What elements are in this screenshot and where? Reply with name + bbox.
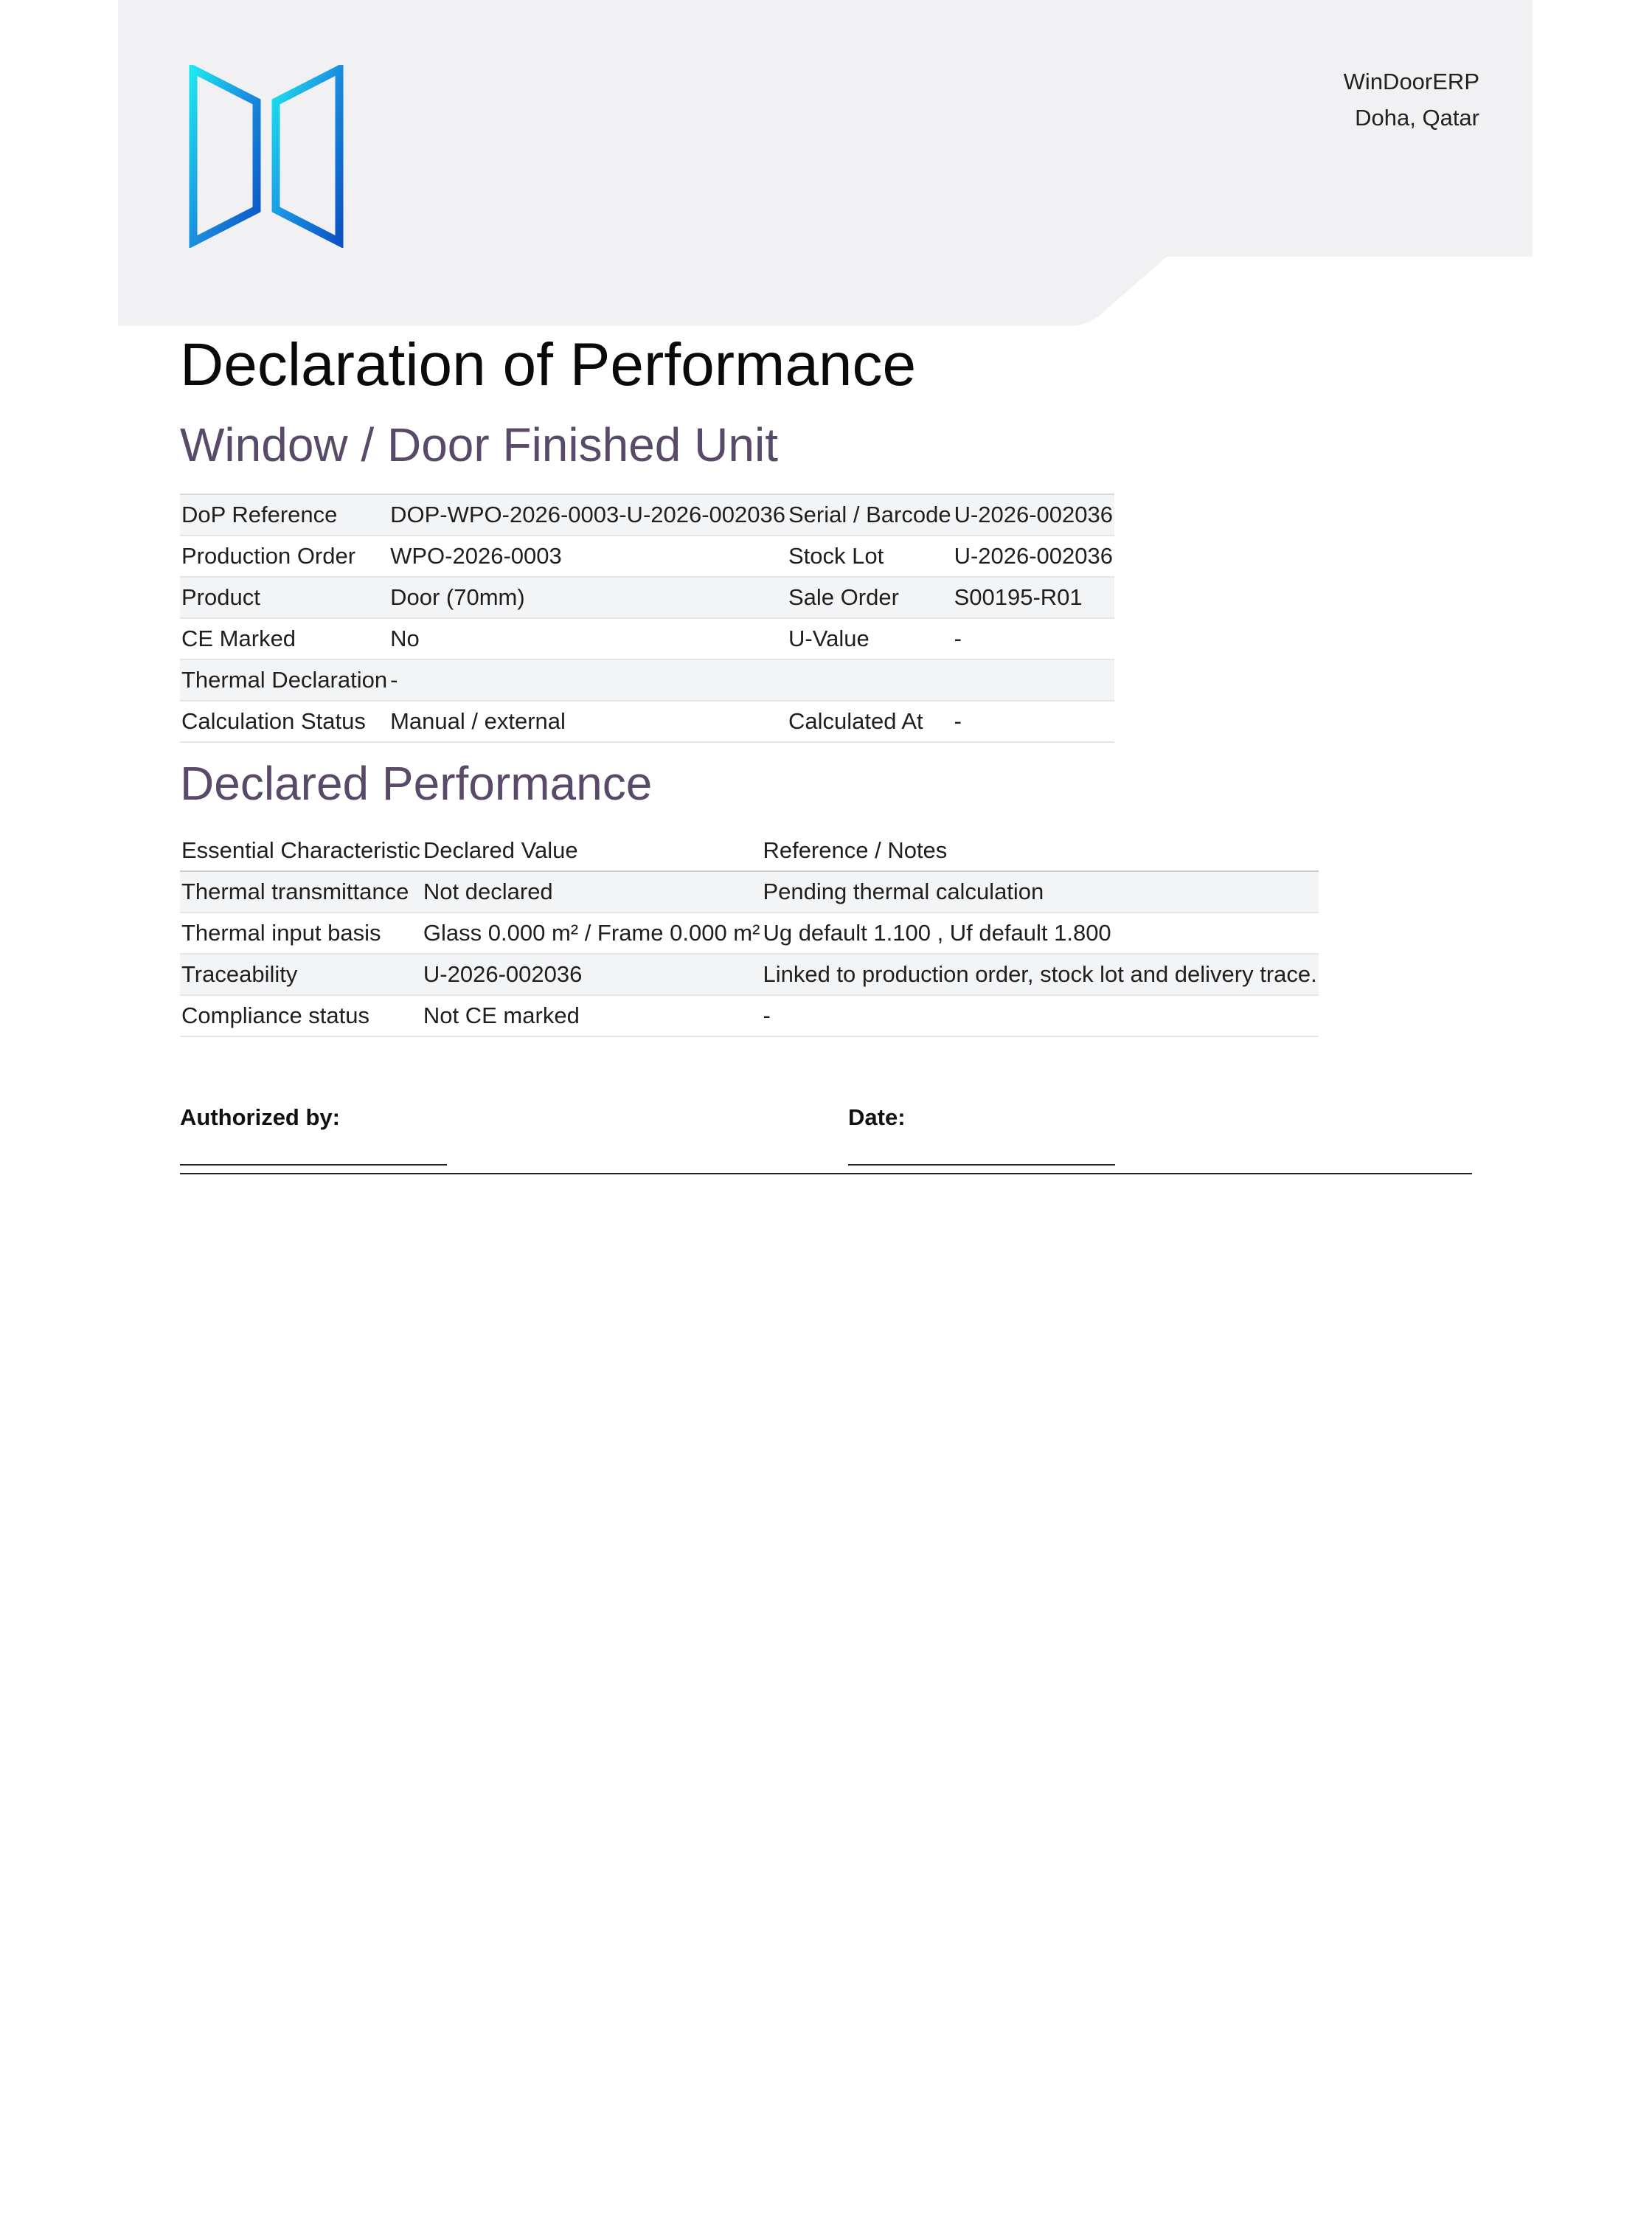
table-row	[180, 954, 1319, 995]
column-header-declared-value: Declared Value	[422, 831, 762, 871]
product-value: Door (70mm)	[389, 577, 787, 618]
table-row	[180, 577, 1114, 618]
calculation-status-label: Calculation Status	[180, 701, 389, 742]
footer-divider	[180, 1173, 1472, 1174]
table-row	[180, 701, 1114, 742]
table-row	[180, 995, 1319, 1036]
empty-label	[787, 659, 953, 701]
table-row	[180, 494, 1114, 536]
table-header-row	[180, 831, 1319, 871]
reference-notes-cell: Linked to production order, stock lot and delivery trace.	[761, 954, 1318, 995]
calculated-at-label: Calculated At	[787, 701, 953, 742]
company-block	[1344, 63, 1479, 136]
product-label: Product	[180, 577, 389, 618]
thermal-declaration-label: Thermal Declaration	[180, 659, 389, 701]
declared-value-cell: U-2026-002036	[422, 954, 762, 995]
table-row	[180, 536, 1114, 577]
serial-barcode-label: Serial / Barcode	[787, 494, 953, 536]
declared-value-cell: Not declared	[422, 871, 762, 912]
characteristic-cell: Thermal input basis	[180, 912, 422, 954]
production-order-label: Production Order	[180, 536, 389, 577]
sale-order-value: S00195-R01	[953, 577, 1114, 618]
characteristic-cell: Thermal transmittance	[180, 871, 422, 912]
empty-value	[953, 659, 1114, 701]
unit-heading: Window / Door Finished Unit	[180, 418, 778, 471]
ce-marked-label: CE Marked	[180, 618, 389, 659]
dop-reference-value: DOP-WPO-2026-0003-U-2026-002036	[389, 494, 787, 536]
characteristic-cell: Compliance status	[180, 995, 422, 1036]
serial-barcode-value: U-2026-002036	[953, 494, 1114, 536]
ce-marked-value: No	[389, 618, 787, 659]
stock-lot-value: U-2026-002036	[953, 536, 1114, 577]
u-value-value: -	[953, 618, 1114, 659]
performance-table	[180, 831, 1319, 1037]
calculation-status-value: Manual / external	[389, 701, 787, 742]
date-signature-line	[848, 1164, 1115, 1166]
thermal-declaration-value: -	[389, 659, 787, 701]
declared-value-cell: Not CE marked	[422, 995, 762, 1036]
document-title: Declaration of Performance	[180, 331, 917, 398]
column-header-reference-notes: Reference / Notes	[761, 831, 1318, 871]
reference-notes-cell: Ug default 1.100 , Uf default 1.800	[761, 912, 1318, 954]
company-name: WinDoorERP	[1343, 69, 1479, 94]
unit-info-table	[180, 493, 1114, 743]
date-label: Date:	[848, 1104, 906, 1130]
declared-value-cell: Glass 0.000 m² / Frame 0.000 m²	[422, 912, 762, 954]
authorized-signature-line	[180, 1164, 447, 1166]
table-row	[180, 618, 1114, 659]
reference-notes-cell: -	[761, 995, 1318, 1036]
u-value-label: U-Value	[787, 618, 953, 659]
sale-order-label: Sale Order	[787, 577, 953, 618]
characteristic-cell: Traceability	[180, 954, 422, 995]
performance-heading: Declared Performance	[180, 757, 653, 810]
authorized-by-label: Authorized by:	[180, 1104, 340, 1130]
reference-notes-cell: Pending thermal calculation	[761, 871, 1318, 912]
table-row	[180, 871, 1319, 912]
column-header-characteristic: Essential Characteristic	[180, 831, 422, 871]
table-row	[180, 912, 1319, 954]
calculated-at-value: -	[953, 701, 1114, 742]
company-location: Doha, Qatar	[1355, 105, 1479, 131]
production-order-value: WPO-2026-0003	[389, 536, 787, 577]
table-row	[180, 659, 1114, 701]
dop-reference-label: DoP Reference	[180, 494, 389, 536]
window-door-logo-icon	[189, 65, 344, 248]
stock-lot-label: Stock Lot	[787, 536, 953, 577]
